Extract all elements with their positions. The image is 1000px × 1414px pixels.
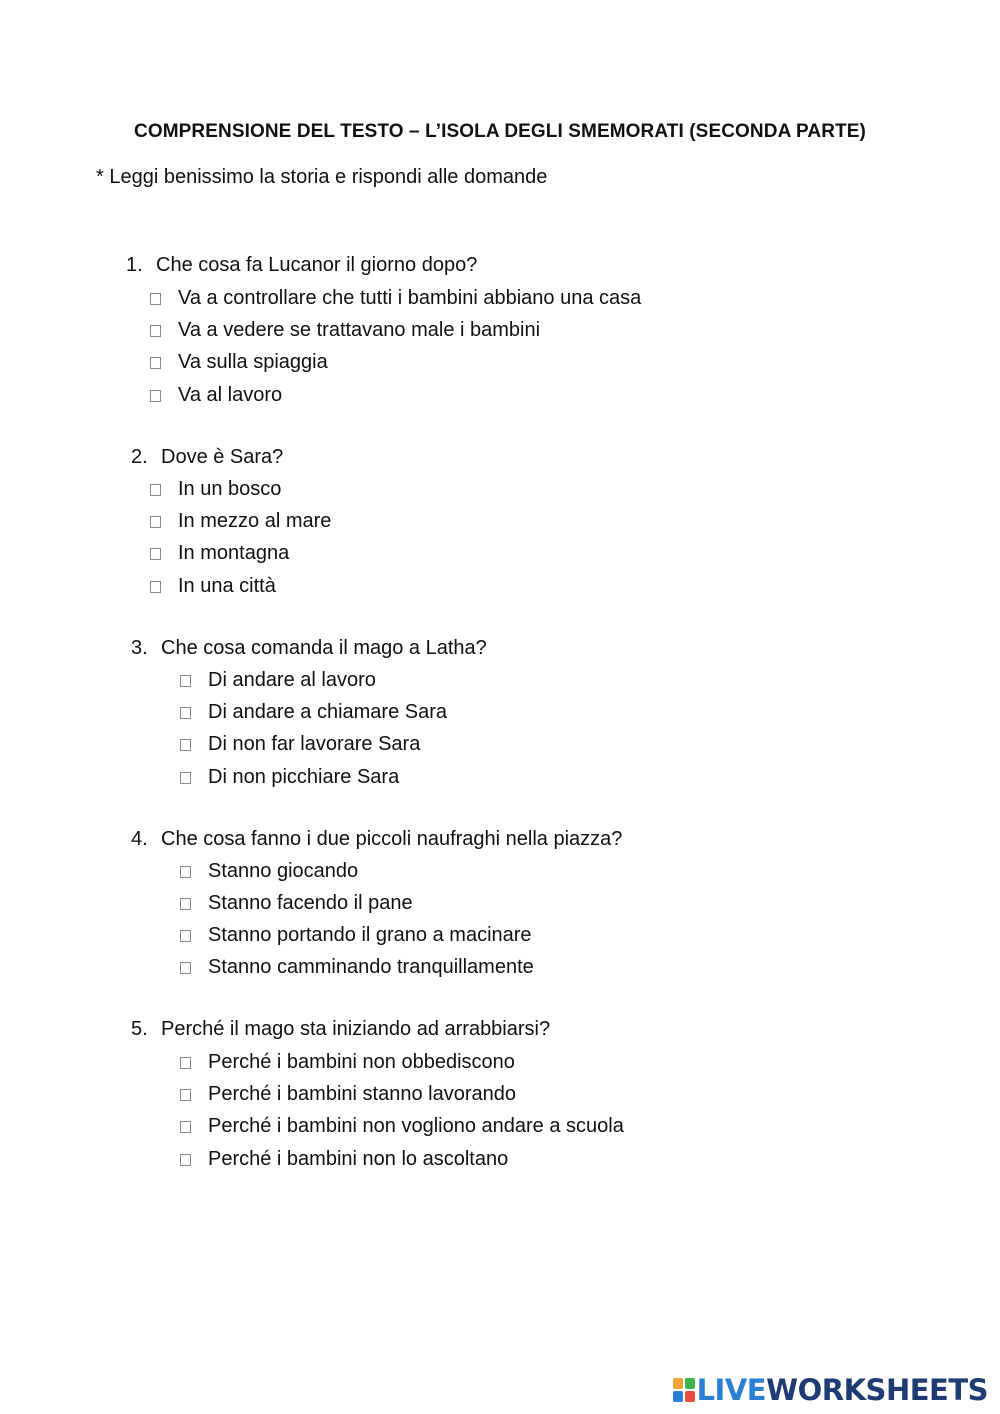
question-1-option-3[interactable] bbox=[150, 351, 328, 374]
question-1-option-4[interactable] bbox=[150, 384, 282, 407]
question-number: 4. bbox=[131, 828, 148, 850]
question-text: Perché il mago sta iniziando ad arrabbiarsi? bbox=[161, 1018, 551, 1040]
option-label: Perché i bambini non lo ascoltano bbox=[208, 1148, 509, 1170]
question-3-option-3[interactable] bbox=[180, 733, 420, 756]
option-label: Perché i bambini non obbediscono bbox=[208, 1051, 515, 1073]
checkbox[interactable] bbox=[150, 357, 161, 369]
question-3-option-1[interactable] bbox=[180, 669, 376, 692]
question-text: Che cosa fa Lucanor il giorno dopo? bbox=[156, 254, 478, 276]
question-4-option-1[interactable] bbox=[180, 860, 358, 883]
question-3 bbox=[131, 637, 487, 660]
checkbox[interactable] bbox=[180, 898, 191, 910]
question-5-option-1[interactable] bbox=[180, 1051, 515, 1074]
question-4-option-4[interactable] bbox=[180, 956, 534, 979]
option-label: Va sulla spiaggia bbox=[178, 351, 328, 373]
checkbox[interactable] bbox=[150, 581, 161, 593]
question-text: Che cosa comanda il mago a Latha? bbox=[161, 637, 487, 659]
option-label: Va a controllare che tutti i bambini abbiano una casa bbox=[178, 287, 642, 309]
checkbox[interactable] bbox=[150, 390, 161, 402]
logo-text bbox=[697, 1373, 988, 1407]
option-label: Perché i bambini stanno lavorando bbox=[208, 1083, 516, 1105]
question-3-option-4[interactable] bbox=[180, 766, 399, 789]
option-label: Va a vedere se trattavano male i bambini bbox=[178, 319, 541, 341]
logo-text-worksheets: WORKSHEETS bbox=[766, 1373, 988, 1407]
question-5-option-3[interactable] bbox=[180, 1115, 624, 1138]
question-1-option-2[interactable] bbox=[150, 319, 540, 342]
checkbox[interactable] bbox=[150, 516, 161, 528]
option-label: Stanno facendo il pane bbox=[208, 892, 413, 914]
question-4-option-3[interactable] bbox=[180, 924, 532, 947]
checkbox[interactable] bbox=[180, 930, 191, 942]
option-label: Di andare al lavoro bbox=[208, 669, 376, 691]
question-2-option-2[interactable] bbox=[150, 510, 331, 533]
checkbox[interactable] bbox=[150, 325, 161, 337]
question-number: 1. bbox=[126, 254, 143, 276]
question-1-option-1[interactable] bbox=[150, 287, 641, 310]
checkbox[interactable] bbox=[180, 675, 191, 687]
question-number: 3. bbox=[131, 637, 148, 659]
question-text: Che cosa fanno i due piccoli naufraghi nella piazza? bbox=[161, 828, 623, 850]
option-label: In montagna bbox=[178, 542, 290, 564]
option-label: Stanno portando il grano a macinare bbox=[208, 924, 532, 946]
question-2-option-4[interactable] bbox=[150, 575, 276, 598]
instruction-text: * Leggi benissimo la storia e rispondi alle domande bbox=[96, 166, 548, 188]
checkbox[interactable] bbox=[180, 707, 191, 719]
question-2-option-3[interactable] bbox=[150, 542, 289, 565]
question-2-option-1[interactable] bbox=[150, 478, 281, 501]
checkbox[interactable] bbox=[180, 1089, 191, 1101]
question-4 bbox=[131, 828, 622, 851]
option-label: Di non far lavorare Sara bbox=[208, 733, 421, 755]
option-label: In mezzo al mare bbox=[178, 510, 332, 532]
checkbox[interactable] bbox=[180, 866, 191, 878]
option-label: In un bosco bbox=[178, 478, 282, 500]
option-label: In una città bbox=[178, 575, 276, 597]
checkbox[interactable] bbox=[180, 739, 191, 751]
question-4-option-2[interactable] bbox=[180, 892, 413, 915]
question-5-option-4[interactable] bbox=[180, 1148, 508, 1171]
checkbox[interactable] bbox=[180, 962, 191, 974]
question-5-option-2[interactable] bbox=[180, 1083, 516, 1106]
checkbox[interactable] bbox=[180, 1057, 191, 1069]
checkbox[interactable] bbox=[180, 1121, 191, 1133]
question-number: 5. bbox=[131, 1018, 148, 1040]
checkbox[interactable] bbox=[150, 484, 161, 496]
checkbox[interactable] bbox=[180, 1154, 191, 1166]
option-label: Di andare a chiamare Sara bbox=[208, 701, 448, 723]
question-number: 2. bbox=[131, 446, 148, 468]
question-text: Dove è Sara? bbox=[161, 446, 284, 468]
page-title: COMPRENSIONE DEL TESTO – L’ISOLA DEGLI SMEMORATI (SECONDA PARTE) bbox=[134, 121, 866, 142]
logo-text-live: LIVE bbox=[696, 1373, 767, 1407]
option-label: Perché i bambini non vogliono andare a scuola bbox=[208, 1115, 624, 1137]
question-1 bbox=[126, 254, 477, 277]
checkbox[interactable] bbox=[150, 293, 161, 305]
checkbox[interactable] bbox=[150, 548, 161, 560]
option-label: Di non picchiare Sara bbox=[208, 766, 400, 788]
option-label: Stanno giocando bbox=[208, 860, 359, 882]
question-3-option-2[interactable] bbox=[180, 701, 447, 724]
question-5 bbox=[131, 1018, 550, 1041]
question-2 bbox=[131, 446, 283, 469]
liveworksheets-logo bbox=[673, 1373, 988, 1407]
checkbox[interactable] bbox=[180, 772, 191, 784]
logo-mark-icon bbox=[673, 1378, 695, 1402]
option-label: Stanno camminando tranquillamente bbox=[208, 956, 534, 978]
option-label: Va al lavoro bbox=[178, 384, 283, 406]
